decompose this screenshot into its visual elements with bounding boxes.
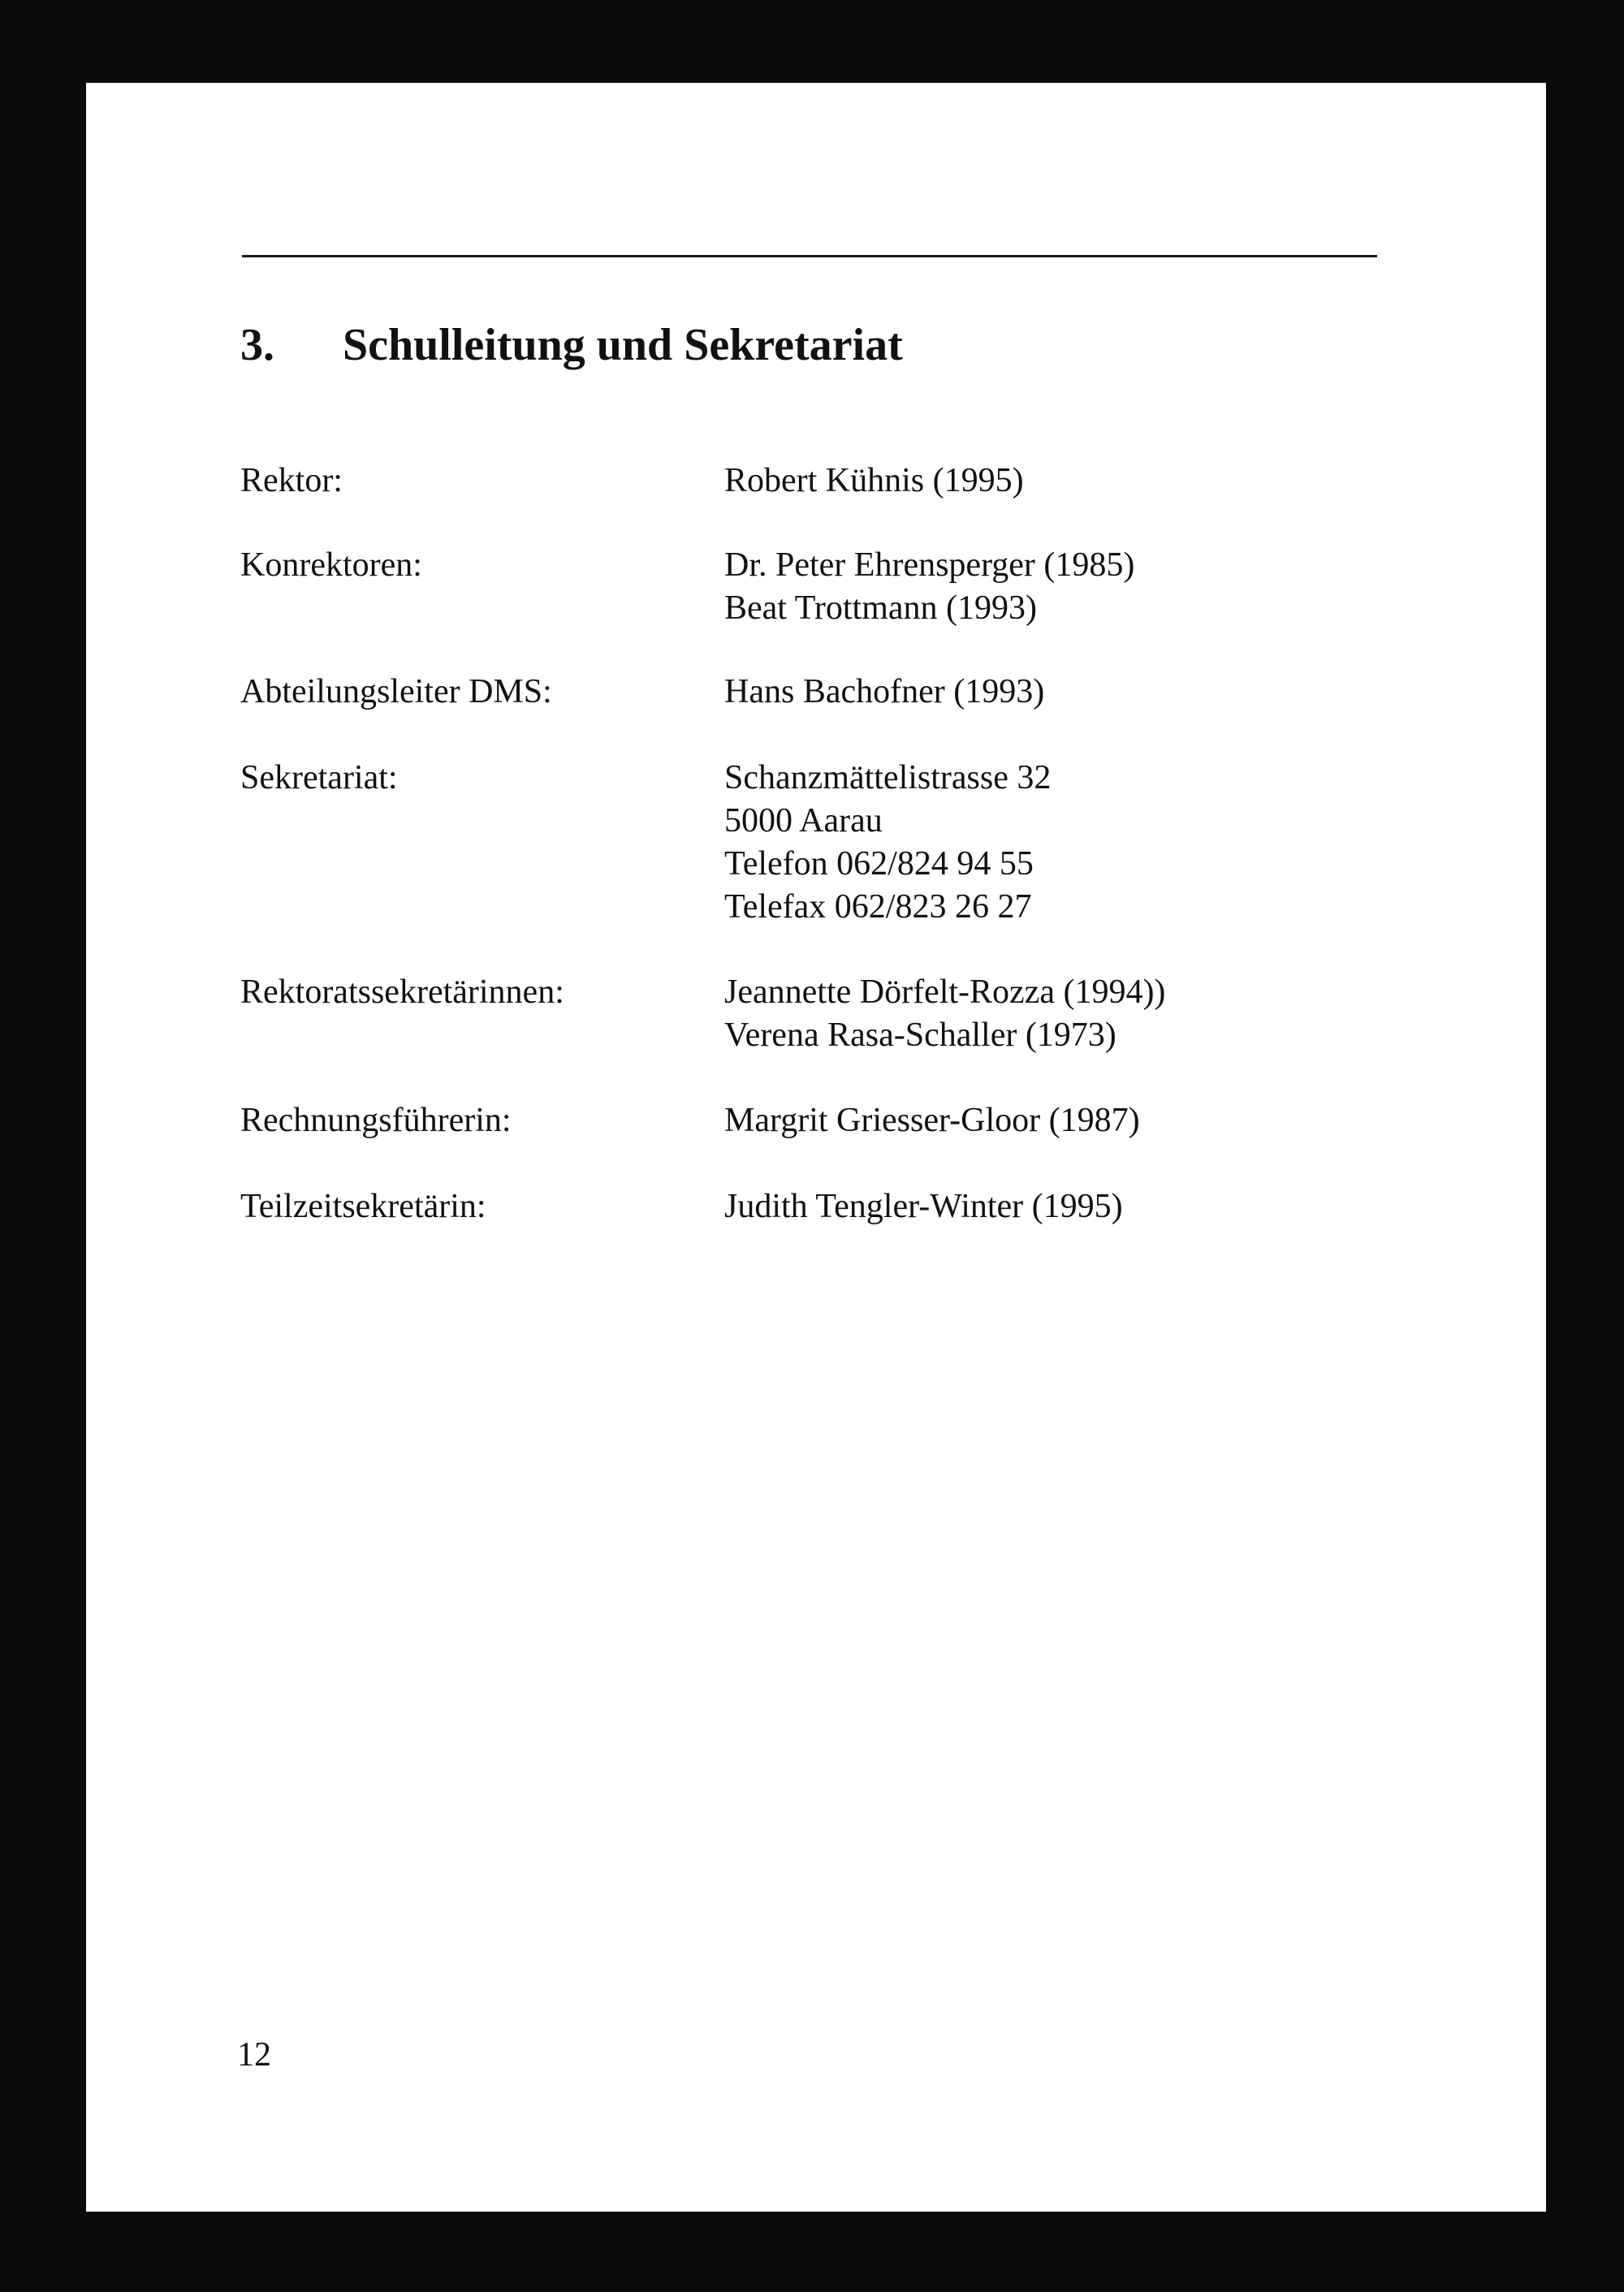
entry-value: Hans Bachofner (1993) (724, 673, 1045, 710)
entry-values (724, 1185, 1123, 1228)
entry-value: Beat Trottmann (1993) (724, 589, 1037, 627)
entry-value: Schanzmättelistrasse 32 (724, 759, 1052, 796)
section-number: 3. (240, 320, 274, 370)
entry-label: Konrektoren: (240, 546, 422, 584)
entry-label: Rektor: (240, 462, 343, 499)
entry-value: Judith Tengler-Winter (1995) (724, 1188, 1123, 1225)
entry-values (724, 671, 1044, 714)
section-heading (240, 317, 903, 373)
page-number: 12 (237, 2036, 271, 2074)
entry-label: Teilzeitsekretärin: (240, 1188, 486, 1225)
entry-value: Margrit Griesser-Gloor (1987) (724, 1102, 1140, 1139)
entry-value: Verena Rasa-Schaller (1973) (724, 1017, 1116, 1054)
entry-values (724, 544, 1134, 630)
entry-label: Sekretariat: (240, 759, 398, 796)
entry-value: Telefax 062/823 26 27 (724, 888, 1032, 926)
section-title: Schulleitung und Sekretariat (343, 320, 903, 370)
entry-label: Abteilungsleiter DMS: (240, 673, 552, 710)
entry-value: Jeannette Dörfelt-Rozza (1994)) (724, 973, 1166, 1011)
entry-value: Dr. Peter Ehrensperger (1985) (724, 546, 1135, 584)
entry-value: Robert Kühnis (1995) (724, 462, 1024, 499)
document-page (86, 83, 1546, 2212)
entry-label: Rechnungsführerin: (240, 1102, 512, 1139)
entry-values (724, 460, 1024, 503)
top-rule (242, 255, 1377, 257)
entry-values (724, 1099, 1140, 1142)
entry-values (724, 971, 1165, 1057)
entry-values (724, 757, 1051, 929)
entry-value: Telefon 062/824 94 55 (724, 845, 1034, 883)
entry-label: Rektoratssekretärinnen: (240, 973, 564, 1011)
entry-value: 5000 Aarau (724, 802, 883, 840)
